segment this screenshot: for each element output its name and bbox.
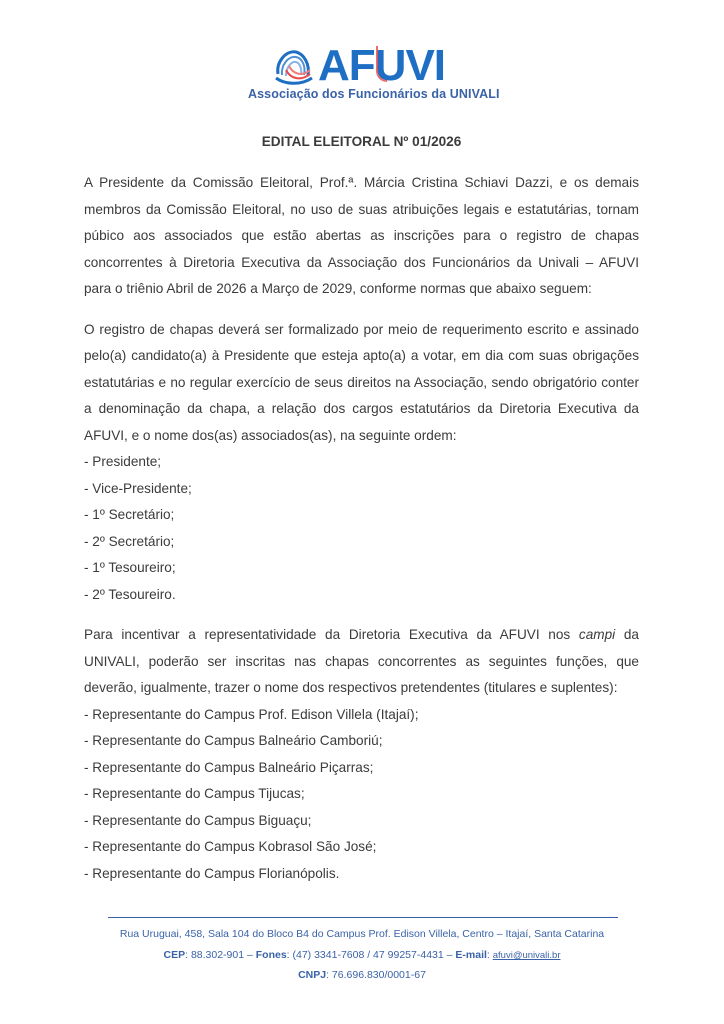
footer-cnpj — [0, 969, 724, 981]
list-item: - Presidente; — [84, 454, 162, 469]
list-item: - Representante do Campus Tijucas; — [84, 786, 305, 801]
phones-label: Fones — [255, 949, 287, 961]
email-label: E-mail — [455, 949, 487, 961]
cep-value: : 88.302-901 – — [185, 949, 256, 961]
email-link[interactable]: afuvi@univali.br — [492, 950, 561, 961]
cnpj-label: CNPJ — [298, 969, 327, 981]
footer-address: Rua Uruguai, 458, Sala 104 do Bloco B4 do Campus Prof. Edison Villela, Centro – Itajaí, Santa Catarina — [119, 928, 605, 940]
registration-paragraph: O registro de chapas deverá ser formalizado por meio de requerimento escrito e assinado pelo(a) candidato(a) à Presidente que esteja apto(a) a votar, em dia com suas obrigações estatutárias e no regular exercício de seus direitos na Associação, sendo obrigatório conter a denominação da chapa, a relação dos cargos estatutários da Diretoria Executiva da AFUVI, e o nome dos(as) associados(as), na seguinte ordem: — [84, 321, 639, 443]
list-item: - 2º Secretário; — [84, 533, 175, 549]
afuvi-emblem-icon — [272, 44, 316, 88]
list-item: - 2º Tesoureiro. — [84, 586, 176, 602]
positions-list — [84, 449, 639, 608]
footer-divider — [108, 917, 618, 918]
phones-value: : (47) 3341-7608 / 47 99257-4431 – — [286, 949, 456, 961]
afuvi-logo — [272, 42, 445, 90]
list-item: - Representante do Campus Balneário Camboriú; — [84, 733, 383, 748]
cnpj-value: : 76.696.830/0001-67 — [326, 969, 426, 981]
logo-u-letter: U — [374, 41, 406, 90]
document-title: EDITAL ELEITORAL Nº 01/2026 — [261, 134, 462, 149]
document-body — [84, 126, 639, 901]
list-item: - 1º Secretário; — [84, 507, 175, 522]
list-item: - Representante do Campus Biguaçu; — [84, 812, 312, 828]
footer-contacts: CEP: 88.302-901 – Fones: (47) 3341-7608 / 47 99257-4431 – E-mail: afuvi@univali.br — [163, 949, 561, 961]
logo-tagline: Associação dos Funcionários da UNIVALI — [248, 87, 500, 101]
list-item: - Representante do Campus Prof. Edison Villela (Itajaí); — [84, 706, 419, 722]
campus-paragraph: Para incentivar a representatividade da Diretoria Executiva da AFUVI nos campi da UNIVALI, poderão ser inscritas nas chapas concorrentes as seguintes funções, que deverão, igualmente, trazer o nome dos respectivos pretendentes (titulares e suplentes): — [84, 627, 639, 695]
letterhead — [0, 40, 724, 110]
campus-representatives-list — [84, 702, 639, 888]
logo-wordmark: AFUVI — [318, 41, 446, 90]
list-item: - Representante do Campus Balneário Piçarras; — [84, 759, 374, 775]
cep-label: CEP — [163, 949, 186, 961]
list-item: - 1º Tesoureiro; — [84, 560, 176, 575]
list-item: - Vice-Presidente; — [84, 480, 192, 496]
list-item: - Representante do Campus Kobrasol São José; — [84, 839, 377, 854]
intro-paragraph: A Presidente da Comissão Eleitoral, Prof.ª. Márcia Cristina Schiavi Dazzi, e os demais membros da Comissão Eleitoral, no uso de suas atribuições legais e estatutárias, tornam púbico aos associados que estão abertas as inscrições para o registro de chapas concorrentes à Diretoria Executiva da Associação dos Funcionários da Univali – AFUVI para o triênio Abril de 2026 a Março de 2029, conforme normas que abaixo seguem: — [84, 175, 639, 296]
list-item: - Representante do Campus Florianópolis. — [84, 865, 340, 881]
